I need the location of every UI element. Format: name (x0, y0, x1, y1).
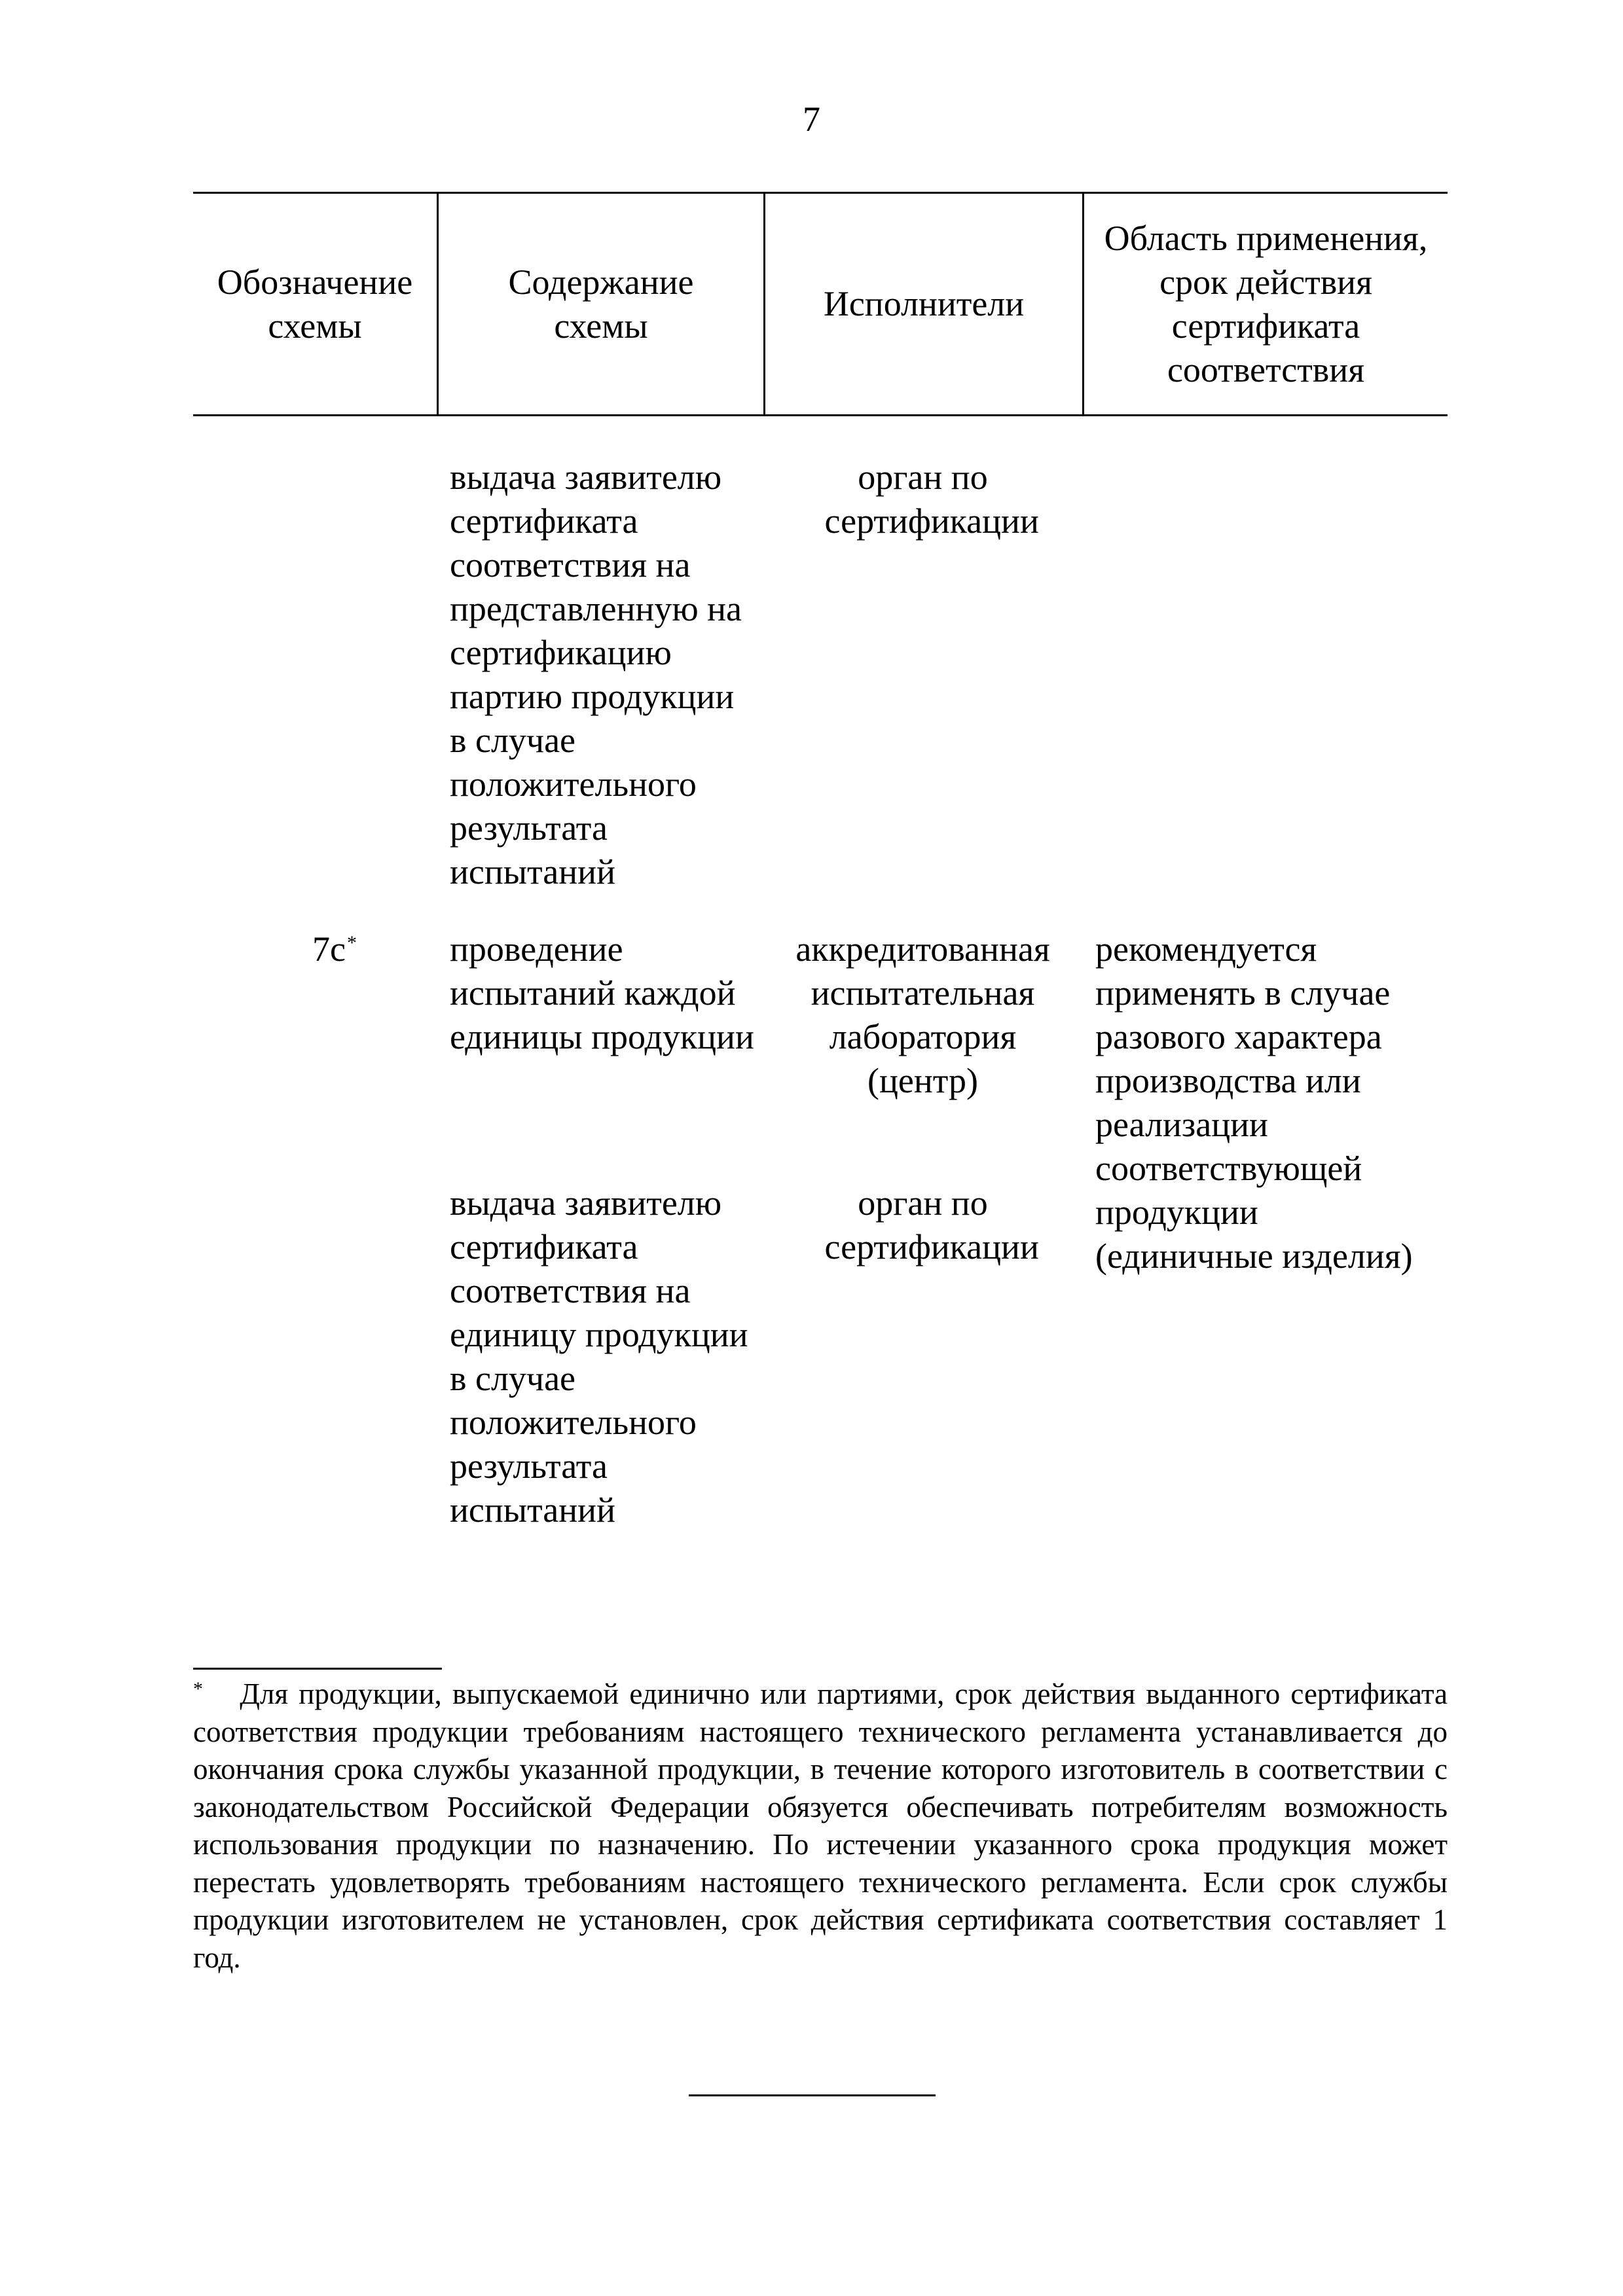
cell-designation (193, 456, 437, 894)
footnote-mark: * (193, 1678, 203, 1700)
table-row (193, 1181, 1448, 1532)
certification-scheme-table-continued (193, 1181, 1448, 1532)
cell-scope (1082, 456, 1448, 894)
cell-scope: рекомендуется применять в случае разового характера производства или реализации соответствующей продукции (единичные изделия) (1095, 929, 1413, 1276)
footnote (193, 1676, 1448, 1977)
footnote-separator (193, 1668, 442, 1670)
cell-designation (193, 1181, 437, 1532)
header-scope-validity: Область применения, срок действия сертификата соответствия (1082, 194, 1448, 414)
page-number: 7 (803, 99, 820, 139)
cell-executor: орган по сертификации (824, 457, 1039, 541)
cell-scope (1082, 1181, 1448, 1532)
cell-executor: орган по сертификации (824, 1183, 1039, 1266)
footnote-reference-mark: * (347, 932, 357, 954)
cell-executor: аккредитованная испытательная лаборатория (центр) (795, 929, 1050, 1100)
cell-designation: 7с* (312, 929, 357, 969)
cell-content: проведение испытаний каждой единицы продукции (450, 929, 754, 1056)
end-of-page-rule (689, 2094, 936, 2096)
cell-content: выдача заявителю сертификата соответствия на представленную на сертификацию партию продукции в случае положительного результата испытаний (450, 457, 742, 891)
cell-content: выдача заявителю сертификата соответствия на единицу продукции в случае положительного результата испытаний (450, 1183, 748, 1530)
header-scheme-content: Содержание схемы (437, 194, 763, 414)
footnote-text: Для продукции, выпускаемой единично или партиями, срок действия выданного сертификата соответствия продукции требованиям настоящего технического регламента устанавливается до окончания срока службы указанной продукции, в течение которого изготовитель в соответствии с законодательством Российской Федерации обязуется обеспечивать потребителям возможность использования продукции по назначению. По истечении указанного срока продукция может перестать удовлетворять требованиям настоящего технического регламента. Если срок службы продукции изготовителем не установлен, срок действия сертификата соответствия составляет 1 год. (193, 1677, 1448, 1974)
certification-scheme-table (193, 192, 1448, 1278)
header-scheme-designation: Обозначение схемы (217, 262, 413, 346)
header-executors: Исполнители (763, 194, 1082, 414)
table-row (193, 456, 1448, 894)
table-header (193, 192, 1448, 416)
